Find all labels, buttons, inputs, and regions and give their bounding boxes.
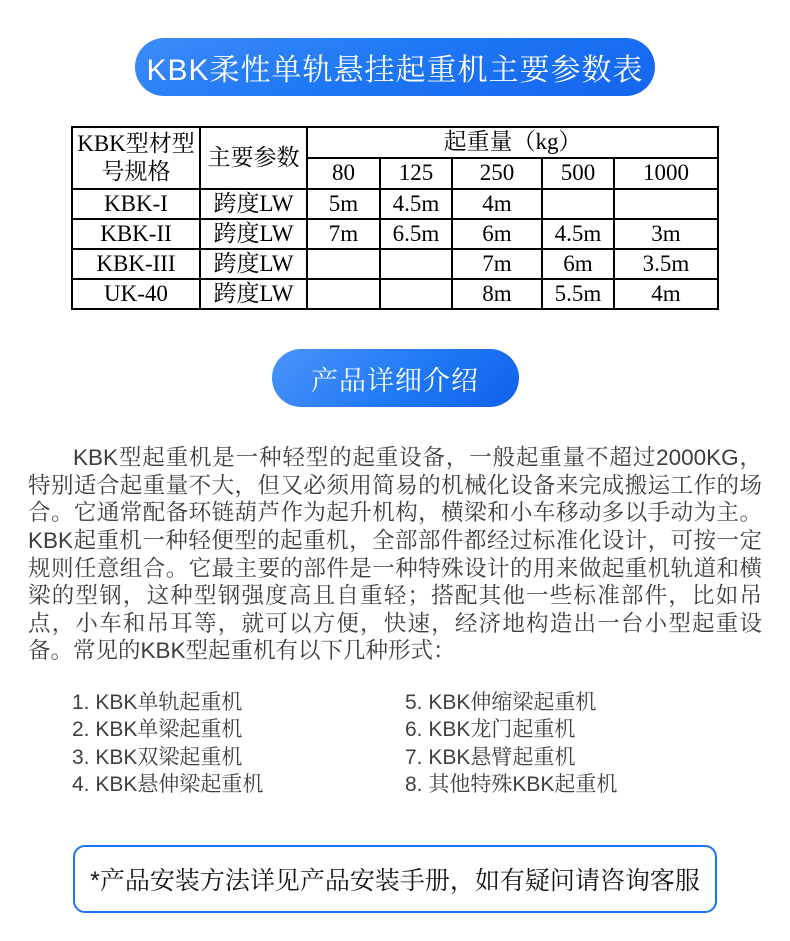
value-cell: 7m xyxy=(452,249,542,279)
intro-paragraph: KBK型起重机是一种轻型的起重设备，一般起重量不超过2000KG，特别适合起重量不大，但又必须用简易的机械化设备来完成搬运工作的场合。它通常配备环链葫芦作为起升机构，横梁和小车移动多以手动为主。KBK起重机一种轻便型的起重机，全部部件都经过标准化设计，可按一定规则任意组合。它最主要的部件是一种特殊设计的用来做起重机轨道和横梁的型钢，这种型钢强度高且自重轻；搭配其他一些标准部件，比如吊点，小车和吊耳等，就可以方便，快速，经济地构造出一台小型起重设备。常见的KBK型起重机有以下几种形式： xyxy=(28,445,762,664)
product-intro-section-button: 产品详细介绍 xyxy=(272,349,519,407)
crane-type-item: 4. KBK悬伸梁起重机 xyxy=(72,773,264,797)
param-cell: 跨度LW xyxy=(200,219,307,249)
value-cell: 5m xyxy=(307,189,380,219)
value-cell: 4m xyxy=(452,189,542,219)
model-cell: KBK-III xyxy=(72,249,200,279)
product-detail-page xyxy=(0,38,790,941)
value-cell: 4m xyxy=(614,279,718,309)
capacity-col-125: 125 xyxy=(380,158,452,189)
value-cell: 3m xyxy=(614,219,718,249)
crane-type-item: 2. KBK单梁起重机 xyxy=(72,718,243,742)
crane-type-item: 3. KBK双梁起重机 xyxy=(72,745,243,769)
value-cell xyxy=(614,189,718,219)
value-cell: 3.5m xyxy=(614,249,718,279)
model-cell: UK-40 xyxy=(72,279,200,309)
header-param-col: 主要参数 xyxy=(200,127,307,189)
table-row-kbk-3 xyxy=(72,249,718,279)
value-cell: 4.5m xyxy=(542,219,614,249)
param-cell: 跨度LW xyxy=(200,189,307,219)
value-cell: 6.5m xyxy=(380,219,452,249)
header-capacity: 起重量（kg） xyxy=(307,127,718,158)
capacity-col-1000: 1000 xyxy=(614,158,718,189)
crane-type-list-left xyxy=(72,689,405,799)
value-cell: 5.5m xyxy=(542,279,614,309)
header-model-col: KBK型材型号规格 xyxy=(72,127,200,189)
param-cell: 跨度LW xyxy=(200,249,307,279)
capacity-col-80: 80 xyxy=(307,158,380,189)
table-row-kbk-1 xyxy=(72,189,718,219)
table-header-row-1 xyxy=(72,127,718,158)
value-cell xyxy=(307,249,380,279)
table-row-kbk-2 xyxy=(72,219,718,249)
crane-type-item: 5. KBK伸缩梁起重机 xyxy=(405,690,597,714)
value-cell: 8m xyxy=(452,279,542,309)
value-cell xyxy=(307,279,380,309)
value-cell: 6m xyxy=(452,219,542,249)
crane-type-item: 6. KBK龙门起重机 xyxy=(405,718,576,742)
value-cell xyxy=(380,279,452,309)
params-table xyxy=(71,126,719,310)
crane-type-item: 1. KBK单轨起重机 xyxy=(72,690,243,714)
value-cell: 4.5m xyxy=(380,189,452,219)
crane-type-list-right xyxy=(405,689,617,799)
table-row-uk-40 xyxy=(72,279,718,309)
param-cell: 跨度LW xyxy=(200,279,307,309)
title-banner: KBK柔性单轨悬挂起重机主要参数表 xyxy=(135,38,655,96)
crane-type-list xyxy=(72,689,790,799)
value-cell: 6m xyxy=(542,249,614,279)
model-cell: KBK-I xyxy=(72,189,200,219)
crane-type-item: 7. KBK悬臂起重机 xyxy=(405,745,576,769)
value-cell: 7m xyxy=(307,219,380,249)
model-cell: KBK-II xyxy=(72,219,200,249)
capacity-col-500: 500 xyxy=(542,158,614,189)
crane-type-item: 8. 其他特殊KBK起重机 xyxy=(405,773,618,797)
installation-note-box: *产品安装方法详见产品安装手册，如有疑问请咨询客服 xyxy=(73,845,717,913)
value-cell xyxy=(380,249,452,279)
value-cell xyxy=(542,189,614,219)
capacity-col-250: 250 xyxy=(452,158,542,189)
